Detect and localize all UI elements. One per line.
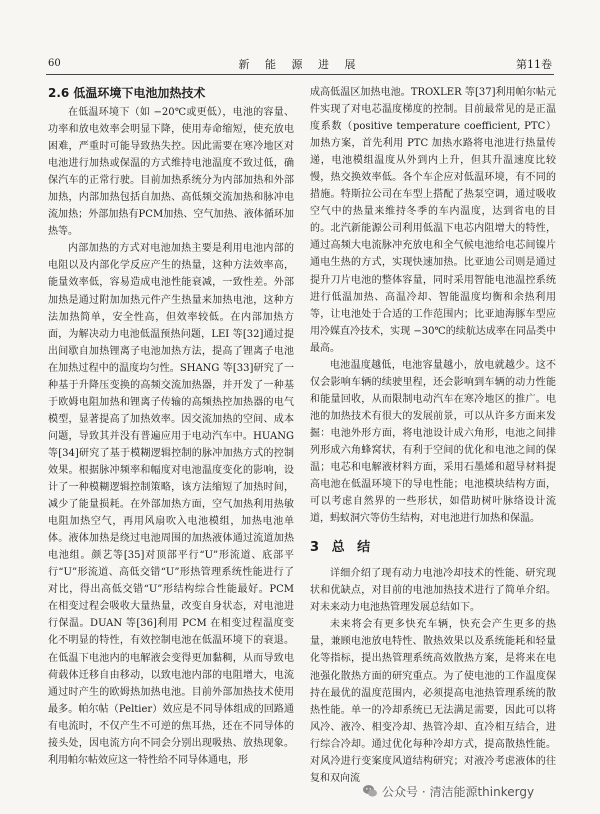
wechat-watermark [362,781,594,801]
section-title-2-6: 2.6 低温环境下电池加热技术 [48,86,206,100]
right-column [310,84,556,787]
paragraph: 未来将会有更多快充车辆，快充会产生更多的热量，兼顾电池放电特性、散热效果以及系统能耗和轻量化等指标，提出热管理系统高效散热方案，是将来在电池强化散热方面的研究重点。为了使电池的工作温度保持在最优的温度范围内，必须提高电池热管理系统的散热性能。单一的冷却系统已无法满足需要，因此可以将风冷、液冷、相变冷却、热管冷却、直冷相互结合，进行综合冷却。通过优化每种冷却方式，提高散热性能。对风冷进行变案度风道结构研究；对液冷考虑液体的往复和双向流 [310,619,556,784]
running-header [46,52,554,75]
journal-name: 新 能 源 进 展 [238,58,362,71]
wechat-icon [362,783,378,799]
page-number: 60 [48,58,61,69]
paragraph: 电池温度越低，电池容量越小，放电就越少。这不仅会影响车辆的续驶里程，还会影响到车辆的动力性能和能量回收，从而限制电动汽车在寒冷地区的推广。电池的加热技术有很大的发展前景，可以从许多方面来发掘：电池外形方面，将电池设计成六角形，电池之间排列形成六角蜂窝状，有利于空间的优化和电池之间的保温；电芯和电解液材料方面，采用石墨烯和超导材料提高电池在低温环境下的导电性能；电池模块结构方面，可以考虑自然界的一些形状，如借助树叶脉络设计流道，蚂蚁洞穴等仿生结构，对电池进行加热和保温。 [310,359,556,525]
left-column [48,84,294,769]
paragraph: 详细介绍了现有动力电池冷却技术的性能、研究现状和优缺点，对目前的电池加热技术进行了简单介绍。对未来动力电池热管理发展总结如下。 [310,568,556,614]
paragraph: 成高低温区加热电池。TROXLER 等[37]利用帕尔帖元件实现了对电芯温度梯度的控制。目前最常见的是正温度系数（positive temperature coefficient, PTC）加热方案，首先利用 PTC 加热水路将电池进行热量传递，电池模组温度从外到内上升，但其升温速度比较慢，热交换效率低。各个车企应对低温环境，有不同的措施。特斯拉公司在车型上搭配了热泵空调，通过吸收空气中的热量来维持冬季的车内温度，达到省电的目的。北汽新能源公司利用低温下电芯内阻增大的特性，通过高频大电流脉冲充放电和全气候电池给电芯间镍片通电生热的方式，实现快速加热。比亚迪公司则是通过提升刀片电池的整体容量，同时采用智能电池温控系统进行低温加热、高温冷却、智能温度均衡和余热利用等，让电池处于合适的工作范围内；比亚迪海豚车型应用冷媒直冷技术，实现 −30℃的续航达成率在同品类中最高。 [310,87,556,354]
paragraph: 内部加热的方式对电池加热主要是利用电池内部的电阻以及内部化学反应产生的热量，这种方法效率高，能量效率低，容易造成电池性能衰减，一致性差。外部加热是通过附加加热元件产生热量来加热电池，这种方法加热简单，安全性高，但效率较低。在内部加热方面，为解决动力电池低温预热问题，LEI 等[32]通过提出间歇自加热锂离子电池加热方法，提高了锂离子电池在加热过程中的温度均匀性。SHANG 等[33]研究了一种基于升降压变换的高频交流加热器，并开发了一种基于欧姆电阻加热和锂离子传输的高频热控加热器的电气模型，显著提高了加热效率。因交流加热的空间、成本问题，导致其并没有普遍应用于电动汽车中。HUANG 等[34]研究了基于模糊逻辑控制的脉冲加热方式的控制效果。根据脉冲频率和幅度对电池温度变化的影响，设计了一种模糊逻辑控制策略，该方法缩短了加热时间，减少了能量损耗。在外部加热方面，空气加热利用热敏电阻加热空气，再用风扇吹入电池模组，加热电池单体。液体加热是绕过电池周围的加热液体通过流道加热电池组。颜艺等[35]对顶部平行“U”形流道、底部平行“U”形流道、高低交错“U”形热管理系统性能进行了对比，得出高低交错“U”形结构综合性能最好。PCM 在相变过程会吸收大量热量，改变自身状态，对电池进行保温。DUAN 等[36]利用 PCM 在相变过程温度变化不明显的特性，有效控制电池在低温环境下的衰退。在低温下电池内的电解液会变得更加黏稠，从而导致电荷载体迁移自由移动，以致电池内部的电阻增大，电流通过时产生的欧姆热加热电池。目前外部加热技术使用最多。帕尔帖（Peltier）效应是不同导体组成的回路通有电流时，不仅产生不可逆的焦耳热，还在不同导体的接头处，因电流方向不同会分别出现吸热、放热现象。利用帕尔帖效应这一特性给不同导体通电，形 [48,243,294,766]
watermark-text: 公众号 · 清洁能源thinkergy [382,784,535,799]
section-title-3: 3 总 结 [310,540,375,556]
volume-label: 第11卷 [516,58,552,71]
paragraph: 在低温环境下（如 −20℃或更低），电池的容量、功率和放电效率会明显下降，使用寿命缩短，使充放电困难，严重时可能导致热失控。因此需要在寒冷地区对电池进行加热或保温的方式维持电池温度不致过低，确保汽车的正常行驶。目前加热系统分为内部加热和外部加热，内部加热包括自加热、高低频交流加热和脉冲电流加热；外部加热有PCM加热、空气加热、液体循环加热等。 [48,107,294,238]
